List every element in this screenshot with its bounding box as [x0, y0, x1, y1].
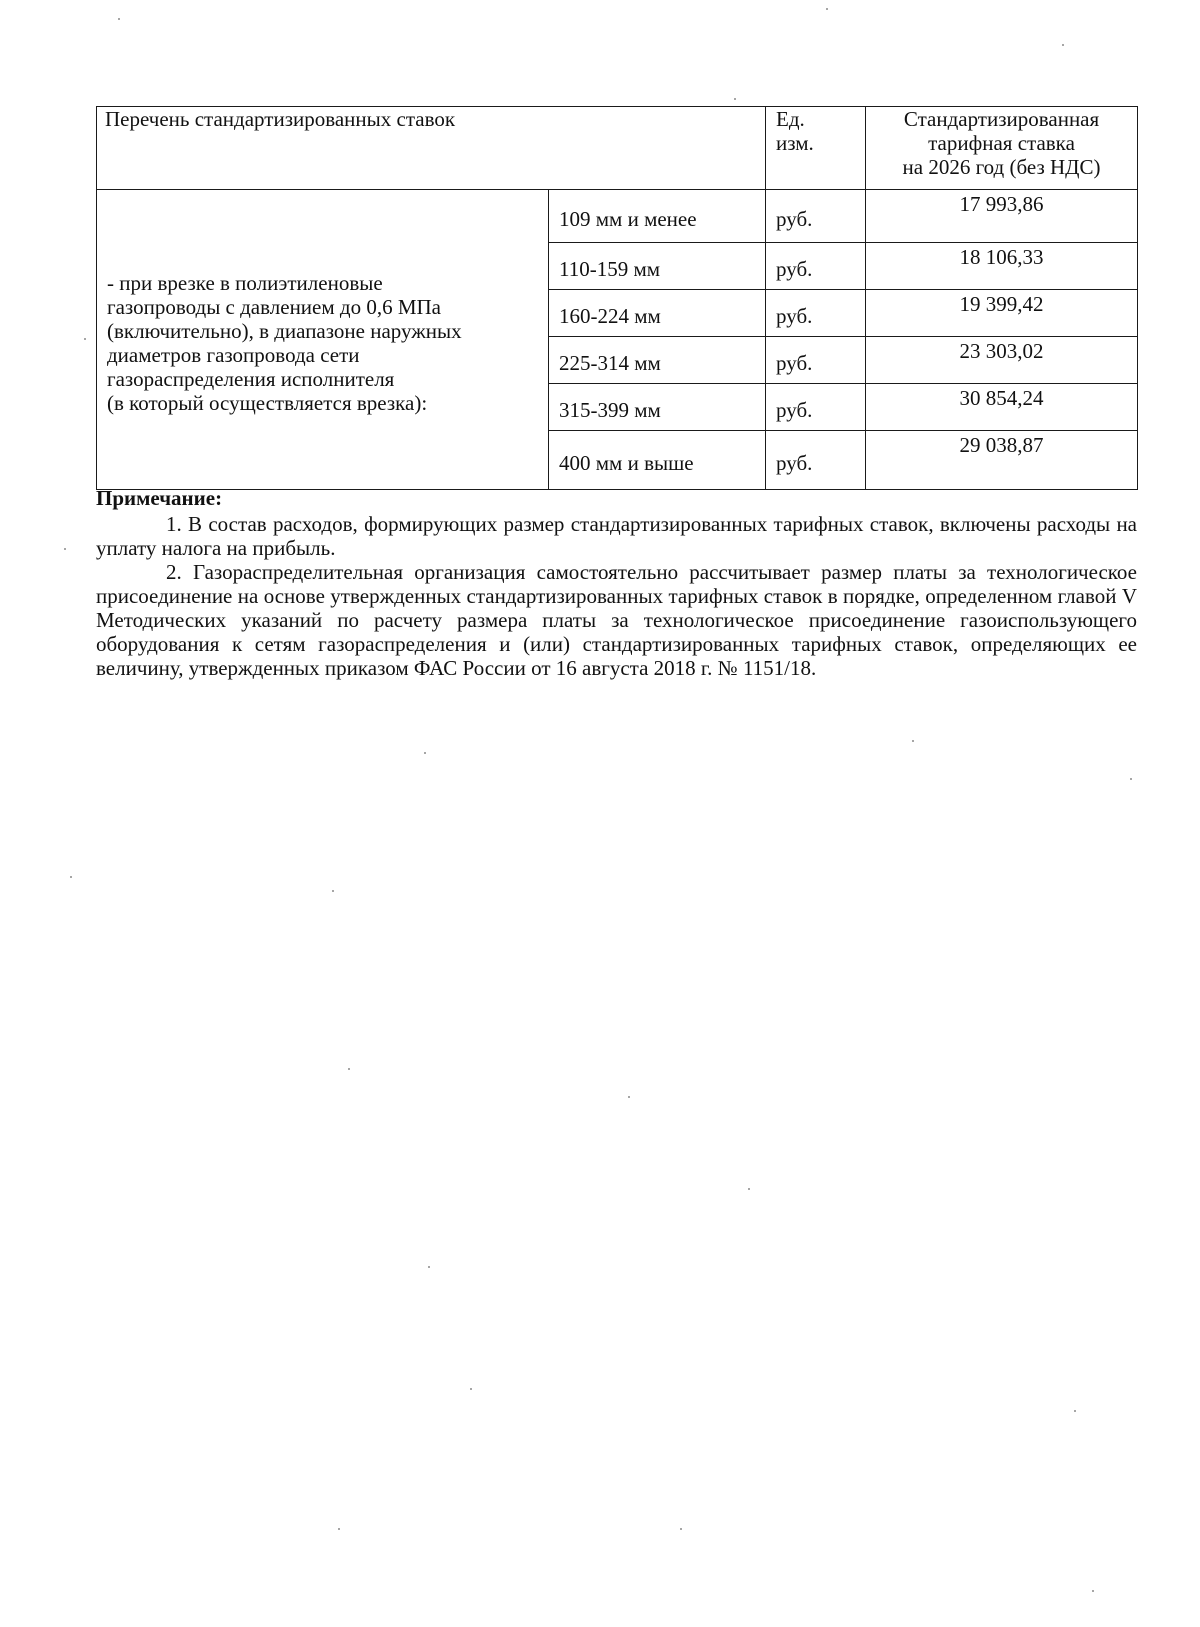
scan-speck — [748, 1188, 750, 1190]
unit-cell: руб. — [766, 337, 866, 384]
header-unit-cell — [766, 107, 866, 190]
notes-title: Примечание: — [96, 486, 223, 510]
scan-speck — [348, 1068, 350, 1070]
range-cell: 225-314 мм — [549, 337, 766, 384]
note-item: 2. Газораспределительная организация самостоятельно рассчитывает размер платы за технологическое присоединение на основе утвержденных стандартизированных тарифных ставок в порядке, определенном главой V Методических указаний по расчету размера платы за технологическое присоединение газоиспользующего оборудования к сетям газораспределения и (или) стандартизированных тарифных ставок, определяющих ее величину, утвержденных приказом ФАС России от 16 августа 2018 г. № 1151/18. — [96, 560, 1137, 680]
description-line: (включительно), в диапазоне наружных — [107, 318, 462, 343]
scan-speck — [470, 1388, 472, 1390]
description-line: (в который осуществляется врезка): — [107, 390, 428, 415]
scan-speck — [1062, 44, 1064, 46]
scan-speck — [680, 1528, 682, 1530]
unit-cell: руб. — [766, 384, 866, 431]
header-rate-line1: Стандартизированная — [903, 107, 1100, 131]
description-cell — [97, 190, 549, 490]
scan-speck — [332, 890, 334, 892]
scan-speck — [734, 98, 736, 100]
rate-cell: 23 303,02 — [866, 337, 1138, 384]
description-line: газопроводы с давлением до 0,6 МПа — [107, 294, 442, 319]
scan-speck — [70, 876, 72, 878]
rate-cell: 17 993,86 — [866, 190, 1138, 243]
unit-cell: руб. — [766, 431, 866, 490]
scan-speck — [826, 8, 828, 10]
description-line: - при врезке в полиэтиленовые — [107, 270, 383, 295]
range-cell: 160-224 мм — [549, 290, 766, 337]
unit-cell: руб. — [766, 190, 866, 243]
rate-cell: 29 038,87 — [866, 431, 1138, 490]
range-cell: 110-159 мм — [549, 243, 766, 290]
scan-speck — [628, 1096, 630, 1098]
range-cell: 400 мм и выше — [549, 431, 766, 490]
rate-cell: 30 854,24 — [866, 384, 1138, 431]
range-cell: 109 мм и менее — [549, 190, 766, 243]
header-rate-line2: тарифная ставка — [928, 131, 1075, 155]
scan-speck — [84, 338, 86, 340]
scan-speck — [912, 740, 914, 742]
notes-section — [96, 486, 1137, 680]
scan-speck — [338, 1528, 340, 1530]
header-rate-line3: на 2026 год (без НДС) — [902, 155, 1101, 179]
description-line: газораспределения исполнителя — [107, 366, 395, 391]
unit-cell: руб. — [766, 243, 866, 290]
description-line: диаметров газопровода сети — [107, 342, 360, 367]
header-unit-line1: Ед. — [776, 107, 805, 131]
tariff-table — [96, 106, 1138, 490]
rate-cell: 19 399,42 — [866, 290, 1138, 337]
range-cell: 315-399 мм — [549, 384, 766, 431]
unit-cell: руб. — [766, 290, 866, 337]
table-header-row — [97, 107, 1138, 190]
header-rate-cell — [866, 107, 1138, 190]
scan-speck — [424, 752, 426, 754]
scan-speck — [64, 548, 66, 550]
header-unit-line2: изм. — [776, 131, 814, 155]
header-list-label: Перечень стандартизированных ставок — [105, 107, 456, 131]
scan-speck — [118, 18, 120, 20]
table-row — [97, 190, 1138, 243]
note-item: 1. В состав расходов, формирующих размер стандартизированных тарифных ставок, включены расходы на уплату налога на прибыль. — [96, 512, 1137, 560]
scan-speck — [1092, 1590, 1094, 1592]
scan-speck — [1130, 778, 1132, 780]
scan-speck — [428, 1266, 430, 1268]
rate-cell: 18 106,33 — [866, 243, 1138, 290]
header-list-cell — [97, 107, 766, 190]
scan-speck — [1074, 1410, 1076, 1412]
